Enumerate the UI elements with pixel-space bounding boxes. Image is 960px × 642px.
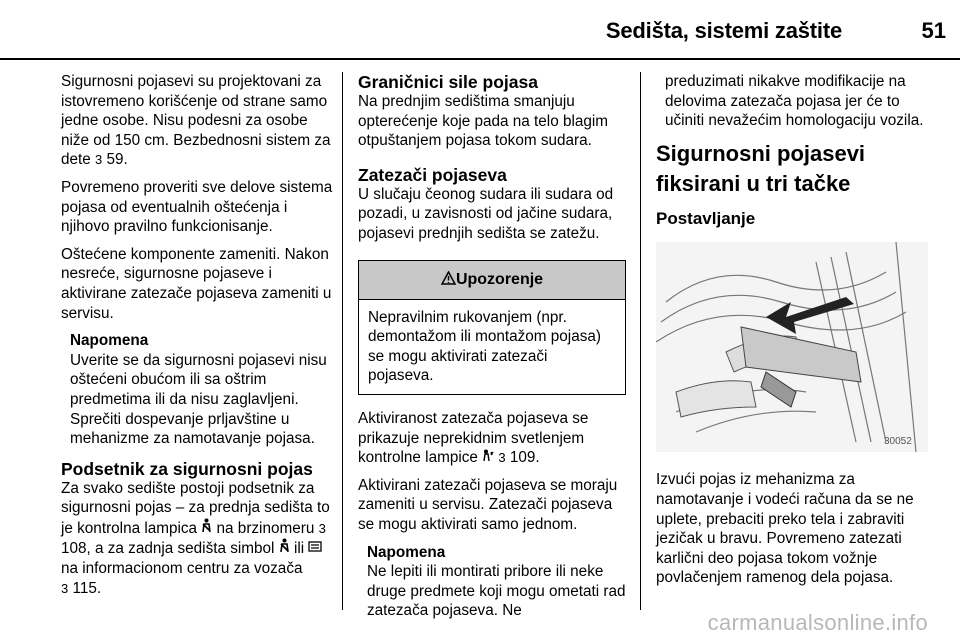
column-divider-1 — [342, 72, 343, 610]
intro-ref: 59. — [106, 151, 128, 169]
column-2 — [358, 72, 626, 631]
paragraph-replace: Oštećene komponente zameniti. Nakon nesreće, sigurnosne pojaseve i aktivirane zatezače pojaseva zameniti u servisu. — [61, 245, 332, 322]
heading-installation: Postavljanje — [656, 208, 756, 228]
reminder-text-b: na brzinomeru — [216, 519, 315, 537]
seatbelt-lamp-icon — [201, 520, 212, 537]
note-block-2 — [358, 543, 626, 621]
page-header — [0, 0, 960, 60]
paragraph-replace-tensioner: Aktivirani zatezači pojaseva se moraju zameniti u servisu. Zatezači pojaseva se mogu aktivirati samo jednom. — [358, 476, 618, 533]
heading-three-point-line2: fiksirani u tri tačke — [656, 170, 851, 196]
column-1 — [61, 72, 333, 606]
reminder-text-c: ili — [293, 540, 305, 558]
heading-tensioner: Zatezači pojaseva — [358, 164, 507, 185]
reminder-ref-2: 115. — [72, 579, 102, 597]
heading-three-point — [656, 139, 928, 199]
warning-header — [359, 261, 625, 300]
figure-number: 30052 — [884, 436, 912, 448]
seatbelt-illustration — [656, 242, 928, 452]
note-heading-2: Napomena — [367, 543, 446, 561]
paragraph-tensioner: U slučaju čeonog sudara ili sudara od pozadi, u zavisnosti od jačine sudara, pojasevi prednjih sedišta se zatežu. — [358, 185, 614, 242]
paragraph-force-limiter: Na prednjim sedištima smanjuju opterećenje koje pada na telo blagim otpuštanjem pojasa tokom sudara. — [358, 93, 609, 150]
warning-box — [358, 260, 626, 395]
note-block — [61, 331, 333, 449]
reminder-text-d: na informacionom centru za vozača — [61, 560, 303, 578]
heading-force-limiter: Graničnici sile pojasa — [358, 72, 538, 92]
note-text-2: Ne lepiti ili montirati pribore ili neke druge predmete koji mogu ometati rad zatezača pojaseva. Ne — [367, 563, 626, 620]
watermark: carmanualsonline.info — [707, 610, 928, 635]
paragraph-check: Povremeno proveriti sve delove sistema pojasa od eventualnih oštećenja i njihovo pravilno funkcionisanje. — [61, 178, 333, 236]
column-divider-2 — [640, 72, 641, 610]
reminder-text-a: Za svako sedište postoji podsetnik za sigurnosni pojas – za prednja sedišta to je kontrolna lampica — [61, 479, 330, 537]
note-heading: Napomena — [70, 332, 149, 350]
note-text: Uverite se da sigurnosni pojasevi nisu oštećeni obućom ili sa oštrim predmetima ili da nisu zaglavljeni. Sprečiti dospevanje prljavštine u mehanizme za namotavanje pojasa. — [70, 351, 327, 448]
active-ref: 109. — [509, 449, 540, 467]
reminder-ref-1: 108, a za zadnja sedišta simbol — [61, 540, 275, 558]
intro-text: Sigurnosni pojasevi su projektovani za istovremeno korišćenje od strane samo jedne osobe. Nisu podesni za osobe niže od 150 cm. Bezbednosni sistem za dete — [61, 73, 331, 169]
active-text: Aktiviranost zatezača pojaseva se prikazuje neprekidnim svetlenjem kontrolne lampice — [358, 409, 589, 467]
paragraph-reminder — [61, 479, 333, 599]
page-number: 51 — [921, 18, 946, 43]
warning-body: Nepravilnim rukovanjem (npr. demontažom ili montažom pojasa) se mogu aktivirati zatezači pojaseva. — [368, 308, 601, 385]
column-3 — [656, 72, 928, 596]
heading-reminder: Podsetnik za sigurnosni pojas — [61, 458, 313, 479]
paragraph-active — [358, 409, 626, 468]
warning-title: Upozorenje — [455, 270, 544, 288]
page-title: Sedišta, sistemi zaštite — [605, 18, 842, 43]
reference-arrow-icon: 3 — [61, 580, 69, 596]
tensioner-lamp-icon — [482, 449, 494, 466]
reference-arrow-icon: 3 — [318, 520, 326, 536]
warning-triangle-icon — [441, 271, 456, 288]
seatbelt-symbol-icon — [279, 540, 290, 557]
paragraph-intro — [61, 72, 333, 170]
header-rule — [0, 58, 960, 60]
info-display-icon — [308, 540, 322, 557]
reference-arrow-icon: 3 — [95, 152, 103, 168]
paragraph-continued: preduzimati nikakve modifikacije na delovima zatezača pojasa jer će to učiniti nevažećim homologaciju vozila. — [665, 73, 924, 130]
paragraph-install: Izvući pojas iz mehanizma za namotavanje i vodeći računa da se ne uplete, prebaciti preko tela i zabraviti jezičak u bravu. Povremeno zatezati karlični deo pojasa tokom vožnje povlačenjem ramenog dela pojasa. — [656, 471, 914, 587]
reference-arrow-icon: 3 — [498, 450, 506, 466]
heading-three-point-line1: Sigurnosni pojasevi — [656, 140, 866, 166]
